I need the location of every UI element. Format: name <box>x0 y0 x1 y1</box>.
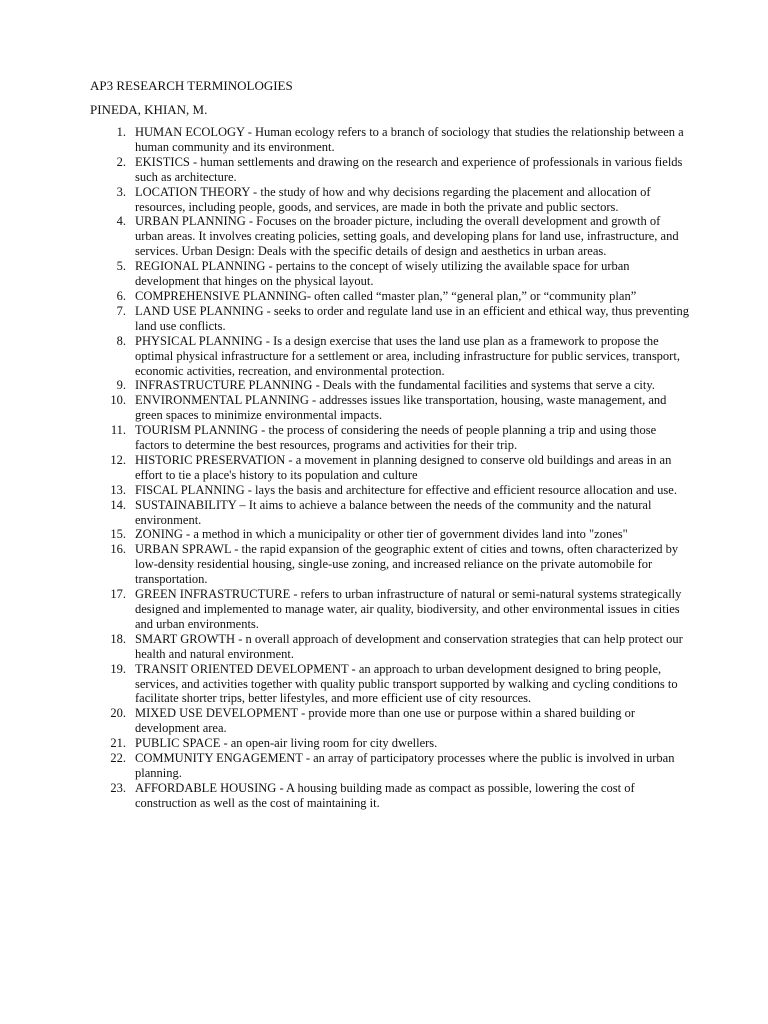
list-item <box>90 393 690 423</box>
list-item-text: REGIONAL PLANNING - pertains to the concept of wisely utilizing the available space for urban development that hinges on the physical layout. <box>135 259 630 289</box>
list-item-number: 22. <box>110 751 126 766</box>
list-item-number: 17. <box>110 587 126 602</box>
list-item <box>90 334 690 379</box>
list-item-number: 4. <box>116 214 126 229</box>
list-item-number: 23. <box>110 780 126 795</box>
list-item-text: COMPREHENSIVE PLANNING- often called “master plan,” “general plan,” or “community plan” <box>135 288 637 303</box>
list-item-number: 1. <box>116 125 126 139</box>
list-item <box>90 736 690 751</box>
list-item <box>90 587 690 632</box>
list-item-number: 9. <box>116 378 126 393</box>
list-item <box>90 453 690 483</box>
list-item-text: EKISTICS - human settlements and drawing on the research and experience of professionals in various fields such as architecture. <box>135 154 683 184</box>
list-item-number: 19. <box>110 661 126 676</box>
list-item-text: INFRASTRUCTURE PLANNING - Deals with the fundamental facilities and systems that serve a city. <box>135 378 655 393</box>
list-item <box>90 542 690 587</box>
list-item-text: FISCAL PLANNING - lays the basis and architecture for effective and efficient resource allocation and use. <box>135 482 677 497</box>
list-item <box>90 378 690 393</box>
list-item-text: URBAN PLANNING - Focuses on the broader picture, including the overall development and growth of urban areas. It involves creating policies, setting goals, and developing plans for land use, infrastructure, and services. Urban Design: Deals with the specific details of design and aesthetics in urban areas. <box>135 214 679 259</box>
list-item-text: TOURISM PLANNING - the process of considering the needs of people planning a trip and using those factors to determine the best resources, programs and activities for their trip. <box>135 423 657 453</box>
list-item-text: ZONING - a method in which a municipality or other tier of government divides land into "zones" <box>135 527 628 542</box>
list-item-number: 16. <box>110 542 126 557</box>
list-item-text: TRANSIT ORIENTED DEVELOPMENT - an approach to urban development designed to bring people, services, and activities together with quality public transport supported by walking and cycling conditions to facilitate shorter trips, better lifestyles, and more efficient use of city resources. <box>135 661 678 706</box>
list-item-number: 5. <box>116 259 126 274</box>
list-item-text: COMMUNITY ENGAGEMENT - an array of participatory processes where the public is involved in urban planning. <box>135 751 675 780</box>
list-item <box>90 304 690 334</box>
list-item-text: PHYSICAL PLANNING - Is a design exercise that uses the land use plan as a framework to propose the optimal physical infrastructure for a settlement or area, including infrastructure for public services, transport, economic activities, recreation, and environmental protection. <box>135 333 680 378</box>
list-item-text: URBAN SPRAWL - the rapid expansion of the geographic extent of cities and towns, often characterized by low-density residential housing, single-use zoning, and increased reliance on the private automobile for transportation. <box>135 542 679 587</box>
list-item-number: 13. <box>110 482 126 497</box>
list-item-number: 11. <box>110 423 126 438</box>
list-item <box>90 527 690 542</box>
list-item <box>90 289 690 304</box>
list-item-text: SUSTAINABILITY – It aims to achieve a balance between the needs of the community and the natural environment. <box>135 497 652 527</box>
list-item-number: 2. <box>116 154 126 169</box>
list-item-number: 14. <box>110 497 126 512</box>
list-item <box>90 125 690 155</box>
list-item-text: GREEN INFRASTRUCTURE - refers to urban infrastructure of natural or semi-natural systems strategically designed and implemented to manage water, air quality, biodiversity, and other environmental issues in cities and urban environments. <box>135 587 682 631</box>
list-item <box>90 185 690 215</box>
list-item-text: LAND USE PLANNING - seeks to order and regulate land use in an efficient and ethical way, thus preventing land use conflicts. <box>135 303 690 333</box>
list-item-number: 10. <box>110 393 126 408</box>
list-item-text: HISTORIC PRESERVATION - a movement in planning designed to conserve old buildings and areas in an effort to tie a place's history to its population and culture <box>135 452 672 482</box>
list-item-number: 8. <box>116 333 126 348</box>
list-item <box>90 751 690 781</box>
document-title: AP3 RESEARCH TERMINOLOGIES <box>90 78 293 93</box>
list-item-number: 12. <box>110 452 126 467</box>
list-item-number: 7. <box>116 303 126 318</box>
list-item-text: ENVIRONMENTAL PLANNING - addresses issues like transportation, housing, waste management, and green spaces to minimize environmental impacts. <box>135 393 667 423</box>
list-item <box>90 781 690 811</box>
terminology-list <box>90 125 690 811</box>
list-item <box>90 214 690 259</box>
list-item <box>90 706 690 736</box>
list-item <box>90 632 690 662</box>
list-item-number: 15. <box>110 527 126 542</box>
list-item-text: LOCATION THEORY - the study of how and why decisions regarding the placement and allocation of resources, including people, goods, and services, are made in both the private and public sectors. <box>135 184 651 214</box>
list-item-number: 3. <box>116 184 126 199</box>
document-author: PINEDA, KHIAN, M. <box>90 102 208 117</box>
list-item <box>90 662 690 707</box>
list-item-number: 6. <box>116 288 126 303</box>
list-item <box>90 155 690 185</box>
list-item-number: 21. <box>110 736 126 751</box>
list-item-text: HUMAN ECOLOGY - Human ecology refers to a branch of sociology that studies the relationship between a human community and its environment. <box>135 125 684 154</box>
list-item-number: 20. <box>110 706 126 721</box>
list-item-number: 18. <box>110 631 126 646</box>
list-item <box>90 483 690 498</box>
list-item <box>90 498 690 528</box>
list-item-text: MIXED USE DEVELOPMENT - provide more than one use or purpose within a shared building or development area. <box>135 706 636 736</box>
list-item <box>90 423 690 453</box>
list-item-text: PUBLIC SPACE - an open-air living room for city dwellers. <box>135 736 438 751</box>
list-item-text: SMART GROWTH - n overall approach of development and conservation strategies that can help protect our health and natural environment. <box>135 631 683 661</box>
list-item-text: AFFORDABLE HOUSING - A housing building made as compact as possible, lowering the cost of construction as well as the cost of maintaining it. <box>135 780 635 810</box>
list-item <box>90 259 690 289</box>
